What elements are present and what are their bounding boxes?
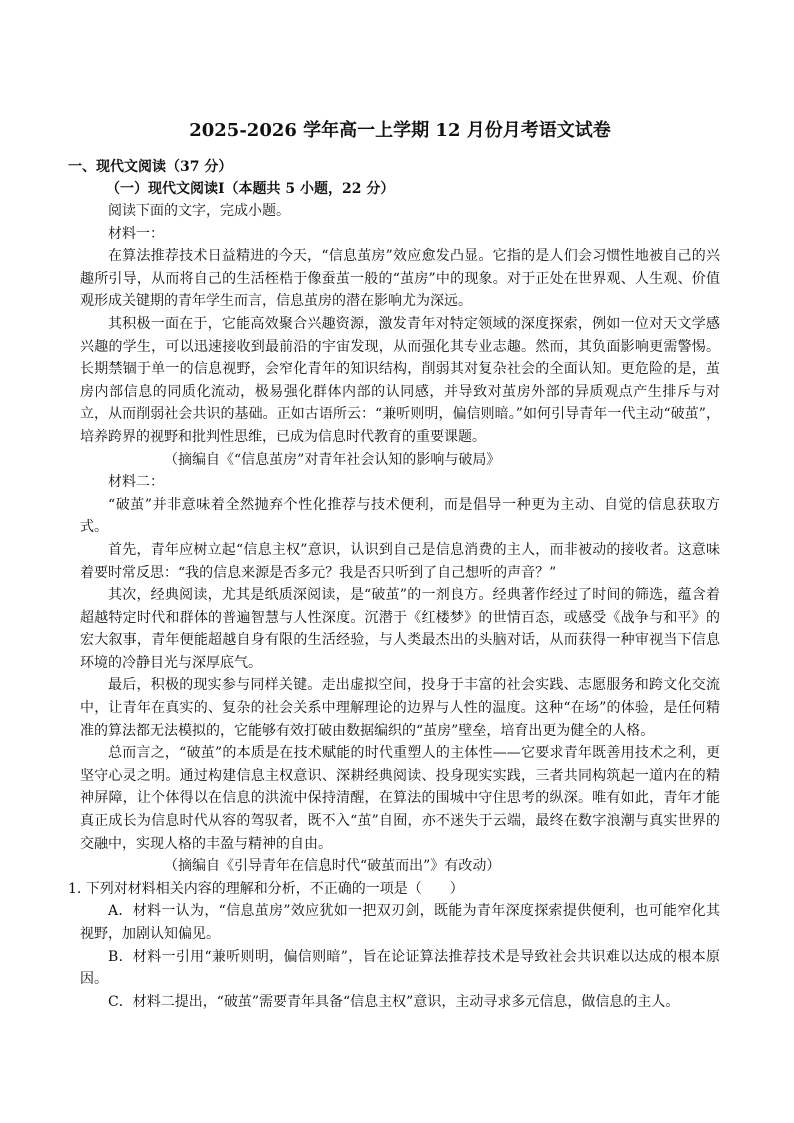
- material-2-paragraph: 首先，青年应树立起“信息主权”意识，认识到自己是信息消费的主人，而非被动的接收者。这意味着要时常反思：“我的信息来源是否多元？我是否只听到了自己想听的声音？”: [80, 541, 720, 581]
- material-1-paragraph: 其积极一面在于，它能高效聚合兴趣资源，激发青年对特定领域的深度探索，例如一位对天文学感兴趣的学生，可以迅速接收到最前沿的宇宙发现，从而强化其专业志趣。然而，其负面影响更需警惕。长期禁锢于单一的信息视野，会窄化青年的知识结构，削弱其对复杂社会的全面认知。更危险的是，茧房内部信息的同质化流动，极易强化群体内部的认同感，并导致对茧房外部的异质观点产生排斥与对立，从而削弱社会共识的基础。正如古语所云：“兼听则明，偏信则暗。”如何引导青年一代主动“破茧”，培养跨界的视野和批判性思维，已成为信息时代教育的重要课题。: [80, 315, 720, 445]
- material-1-paragraph: 在算法推荐技术日益精进的今天，“信息茧房”效应愈发凸显。它指的是人们会习惯性地被自己的兴趣所引导，从而将自己的生活桎梏于像蚕茧一般的“茧房”中的现象。对于正处在世界观、人生观、价值观形成关键期的青年学生而言，信息茧房的潜在影响尤为深远。: [80, 248, 720, 310]
- material-2-source: （摘编自《引导青年在信息时代“破茧而出”》有改动）: [164, 858, 501, 875]
- material-2-paragraph: 总而言之，“破茧”的本质是在技术赋能的时代重塑人的主体性——它要求青年既善用技术之利，更坚守心灵之明。通过构建信息主权意识、深耕经典阅读、投身现实实践，三者共同构筑起一道内在的精神屏障，让个体得以在信息的洪流中保持清醒，在算法的围城中守住思考的纵深。唯有如此，青年才能真正成长为信息时代从容的驾驭者，既不入“茧”自囿，亦不迷失于云端，最终在数字浪潮与真实世界的交融中，实现人格的丰盈与精神的自由。: [80, 745, 720, 852]
- material-2-label: 材料二：: [108, 474, 164, 491]
- sub-section-heading: （一）现代文阅读Ⅰ（本题共 5 小题，22 分）: [106, 181, 395, 197]
- material-1-source: （摘编自《“信息茧房”对青年社会认知的影响与破局》: [164, 451, 501, 468]
- question-1-option-b: B．材料一引用“兼听则明，偏信则暗”，旨在论证算法推荐技术是导致社会共识难以达成的根本原因。: [80, 948, 720, 988]
- exam-page: [68, 118, 720, 1013]
- exam-title: 2025-2026 学年高一上学期 12 月份月考语文试卷: [189, 120, 611, 141]
- material-2: [80, 471, 720, 878]
- question-1: [68, 878, 720, 1014]
- material-2-paragraph: 最后，积极的现实参与同样关键。走出虚拟空间，投身于丰富的社会实践、志愿服务和跨文化交流中，让青年在真实的、复杂的社会关系中理解理论的边界与人性的温度。这种“在场”的体验，是任何精准的算法都无法模拟的，它能够有效打破由数据编织的“茧房”壁垒，培育出更为健全的人格。: [80, 677, 720, 739]
- material-2-paragraph: “破茧”并非意味着全然抛弃个性化推荐与技术便利，而是倡导一种更为主动、自觉的信息获取方式。: [80, 496, 720, 536]
- material-1-label: 材料一：: [108, 225, 164, 242]
- question-1-option-c: C．材料二提出，“破茧”需要青年具备“信息主权”意识，主动寻求多元信息，做信息的主人。: [108, 993, 680, 1010]
- reading-instruction: 阅读下面的文字，完成小题。: [108, 203, 290, 219]
- material-1: [80, 223, 720, 472]
- question-1-stem: 1. 下列对材料相关内容的理解和分析，不正确的一项是（ ）: [68, 880, 464, 897]
- section-heading: 一、现代文阅读（37 分）: [68, 159, 233, 175]
- material-2-paragraph: 其次，经典阅读，尤其是纸质深阅读，是“破茧”的一剂良方。经典著作经过了时间的筛选，蕴含着超越特定时代和群体的普遍智慧与人性深度。沉潜于《红楼梦》的世情百态，或感受《战争与和平》的宏大叙事，青年便能超越自身有限的生活经验，与人类最杰出的头脑对话，从而获得一种审视当下信息环境的冷静目光与深厚底气。: [80, 587, 720, 671]
- question-1-option-a: A．材料一认为，“信息茧房”效应犹如一把双刃剑，既能为青年深度探索提供便利，也可能窄化其视野，加剧认知偏见。: [80, 903, 720, 942]
